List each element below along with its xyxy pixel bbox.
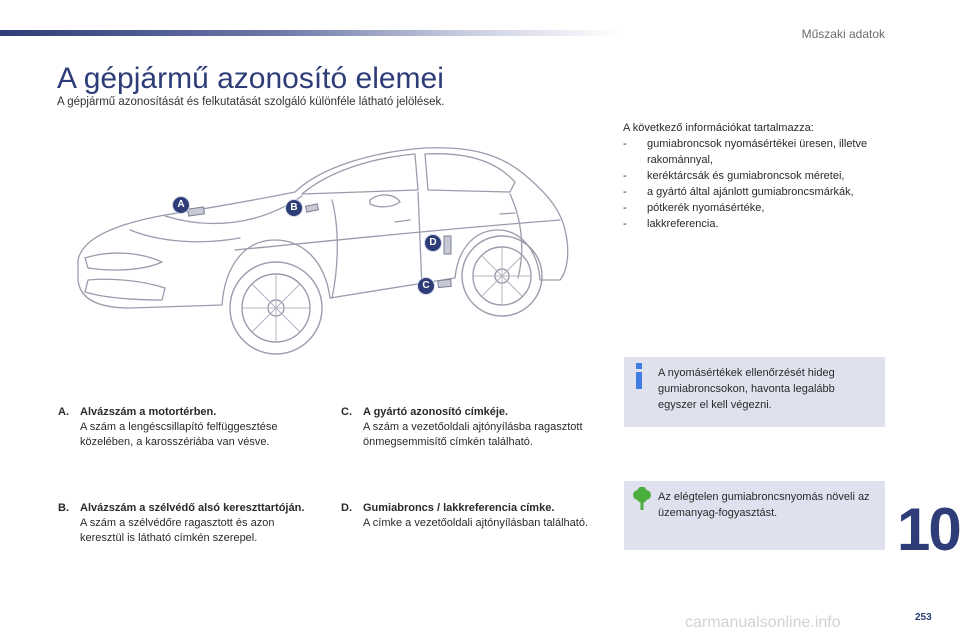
item-body: A szám a lengéscsillapító felfüggesztése közelében, a karosszériába van vésve. [80,421,278,448]
item-letter: A. [58,406,69,418]
item-heading: Alvázszám a motortérben. [80,406,217,418]
info-note-text: A nyomásértékek ellenőrzését hideg gumiabroncsokon, havonta legalább egyszer el kell végezni. [658,367,835,411]
label-info-intro: A következő információkat tartalmazza: [623,122,814,134]
car-drawing [70,130,580,380]
list-item: - keréktárcsák és gumiabroncsok méretei, [623,168,893,184]
info-note [624,357,885,427]
item-letter: B. [58,502,69,514]
item-body: A szám a szélvédőre ragasztott és azon keresztül is látható címkén szerepel. [80,517,275,544]
page-title: A gépjármű azonosító elemei [57,62,444,95]
marker-b: B [285,199,303,217]
eco-note-text: Az elégtelen gumiabroncsnyomás növeli az üzemanyag-fogyasztást. [658,491,870,519]
tree-icon [632,487,652,511]
page-subtitle: A gépjármű azonosítását és felkutatását szolgáló különféle látható jelölések. [57,96,445,108]
item-a [58,405,320,450]
marker-a: A [172,196,190,214]
section-title: Műszaki adatok [801,27,885,41]
watermark: carmanualsonline.info [685,614,841,631]
item-body: A címke a vezetőoldali ajtónyílásban található. [363,517,589,529]
page-number: 253 [915,612,932,623]
item-c [341,405,593,450]
item-b [58,501,320,546]
info-icon [634,363,644,389]
item-heading: Gumiabroncs / lakkreferencia címke. [363,502,555,514]
list-item: - gumiabroncsok nyomásértékei üresen, illetve rakománnyal, [623,136,893,168]
item-heading: Alvázszám a szélvédő alsó kereszttartóján. [80,502,305,514]
item-body: A szám a vezetőoldali ajtónyílásba ragasztott önmegsemmisítő címkén található. [363,421,583,448]
item-letter: C. [341,406,352,418]
item-d [341,501,593,531]
item-heading: A gyártó azonosító címkéje. [363,406,509,418]
chapter-number: 10 [897,496,960,563]
list-item: - lakkreferencia. [623,216,893,232]
list-item: - a gyártó által ajánlott gumiabroncsmárkák, [623,184,893,200]
header-gradient-bar [0,30,620,36]
list-item: - pótkerék nyomásértéke, [623,200,893,216]
car-illustration [70,130,580,380]
label-info [623,120,893,232]
label-info-list [623,136,893,232]
item-letter: D. [341,502,352,514]
eco-note [624,481,885,550]
marker-d: D [424,234,442,252]
marker-c: C [417,277,435,295]
